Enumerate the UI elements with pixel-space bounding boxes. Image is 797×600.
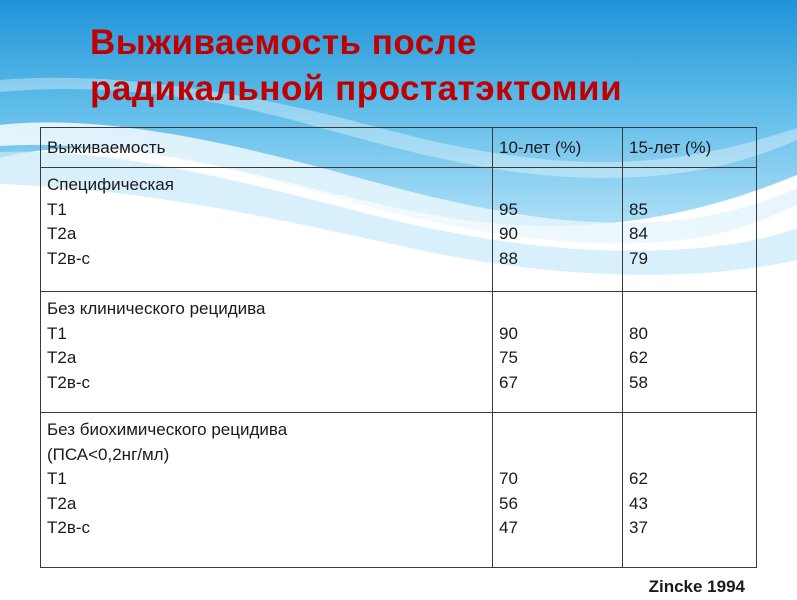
survival-table [40, 127, 757, 568]
fifteen-year-value: 43 [629, 493, 648, 513]
fifteen-year-value: 85 [629, 199, 648, 219]
fifteen-year-value: 79 [629, 248, 648, 268]
ten-year-value: 47 [499, 518, 518, 537]
ten-year-value: 95 [499, 199, 518, 219]
ten-year-value: 70 [499, 469, 518, 488]
header-10-year: 10-лет (%) [493, 128, 623, 168]
fifteen-year-value: 80 [629, 323, 648, 343]
table-row-specific [41, 168, 757, 292]
stage-label: T2в-с [47, 518, 91, 537]
fifteen-year-cell [623, 292, 757, 413]
fifteen-year-cell [623, 413, 757, 568]
fifteen-year-value: 37 [629, 518, 648, 537]
table-row-no-clinical-relapse [41, 292, 757, 413]
stage-label: T2в-с [47, 372, 91, 392]
stage-label: T1 [47, 323, 67, 343]
stage-label: T1 [47, 199, 67, 219]
ten-year-cell [493, 168, 623, 292]
fifteen-year-value: 62 [629, 469, 648, 488]
group-label: Без клинического рецидива [47, 299, 266, 318]
header-15-year: 15-лет (%) [623, 128, 757, 168]
stage-label: T2a [47, 224, 77, 243]
stage-label: T2a [47, 493, 77, 513]
stage-label: T2в-с [47, 248, 91, 268]
group-label: Без биохимического рецидива [47, 420, 288, 439]
source-citation: Zincke 1994 [648, 577, 745, 596]
slide-title-line-1: Выживаемость после [90, 23, 477, 62]
stage-label: T1 [47, 469, 67, 488]
group-label-note: (ПСА<0,2нг/мл) [47, 444, 170, 464]
ten-year-cell [493, 292, 623, 413]
group-label: Специфическая [47, 175, 174, 194]
ten-year-value: 90 [499, 224, 518, 243]
fifteen-year-value: 62 [629, 348, 648, 367]
table-row-no-biochemical-relapse [41, 413, 757, 568]
slide-title-line-2: радикальной простатэктомии [90, 69, 623, 108]
group-label-cell [41, 168, 493, 292]
ten-year-cell [493, 413, 623, 568]
header-survival: Выживаемость [41, 128, 493, 168]
fifteen-year-cell [623, 168, 757, 292]
slide-title [90, 20, 622, 112]
ten-year-value: 88 [499, 248, 518, 268]
group-label-cell [41, 292, 493, 413]
group-label-cell [41, 413, 493, 568]
ten-year-value: 90 [499, 323, 518, 343]
fifteen-year-value: 58 [629, 372, 648, 392]
table-header-row [41, 128, 757, 168]
ten-year-value: 67 [499, 372, 518, 392]
stage-label: T2a [47, 348, 77, 367]
ten-year-value: 56 [499, 493, 518, 513]
ten-year-value: 75 [499, 348, 518, 367]
fifteen-year-value: 84 [629, 224, 648, 243]
